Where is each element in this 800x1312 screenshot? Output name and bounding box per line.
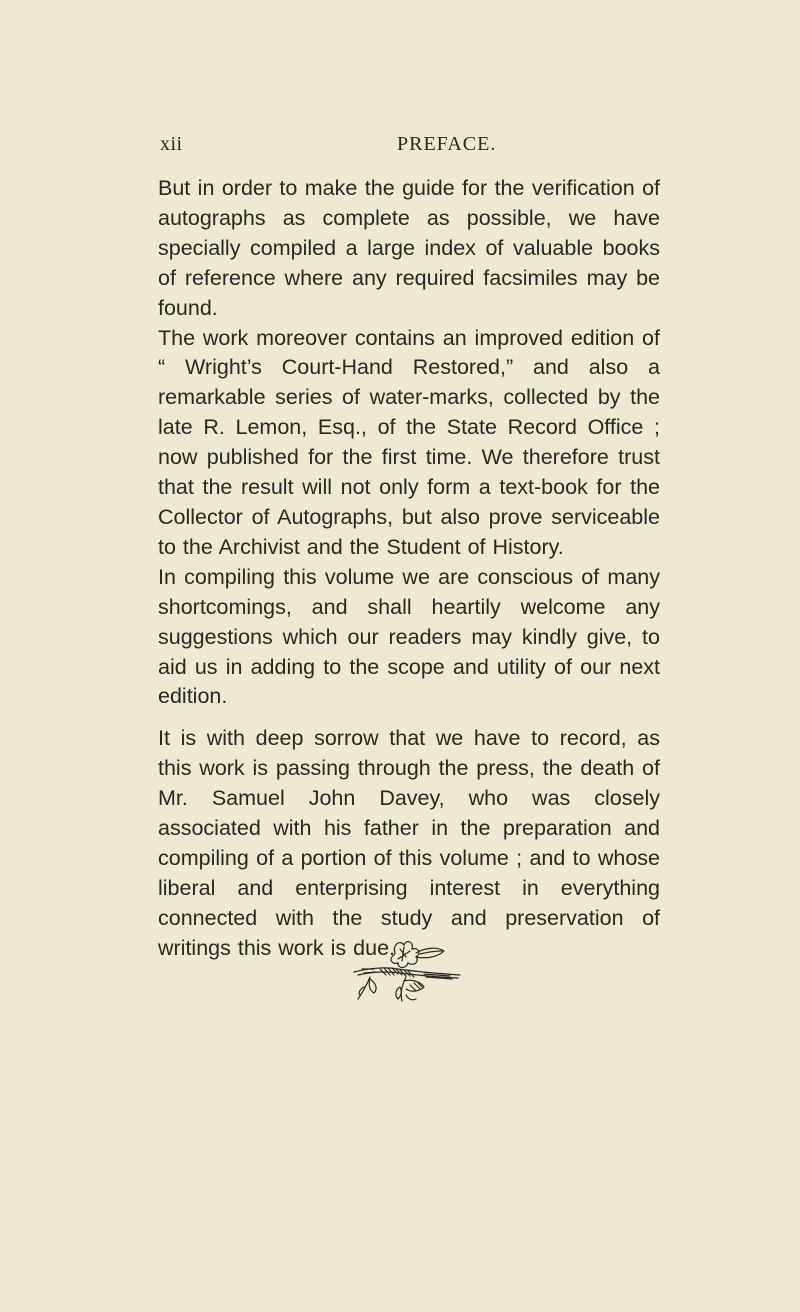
running-title: PREFACE.	[397, 133, 497, 155]
running-head	[160, 133, 660, 163]
paragraph-compiling-volume: In compiling this volume we are conscious of many shortcomings, and shall heartily welcome any suggestions which our readers may kindly give, to aid us in adding to the scope and utility of our next edition.	[158, 564, 660, 709]
page-number: xii	[160, 133, 183, 155]
floral-tailpiece-icon	[340, 935, 470, 1015]
paragraph-death-notice: It is with deep sorrow that we have to record, as this work is passing through the press, the death of Mr. Samuel John Davey, who was closely associated with his father in the preparation and compiling of a portion of this volume ; and to whose liberal and enterprising interest in everything connected with the study and preservation of writings this work is due.	[158, 726, 660, 960]
paragraph-work-contents: The work moreover contains an improved edition of “ Wright’s Court-Hand Restored,” and also a remarkable series of water-marks, collected by the late R. Lemon, Esq., of the State Record Office ; now published for the first time. We therefore trust that the result will not only form a text-book for the Collector of Autographs, but also prove serviceable to the Archivist and the Student of History.	[158, 325, 660, 559]
preface-text	[158, 174, 660, 964]
paragraph-guide-verification: But in order to make the guide for the verification of autographs as complete as possible, we have specially compiled a large index of valuable books of reference where any required facsimiles may be found.	[158, 176, 660, 320]
